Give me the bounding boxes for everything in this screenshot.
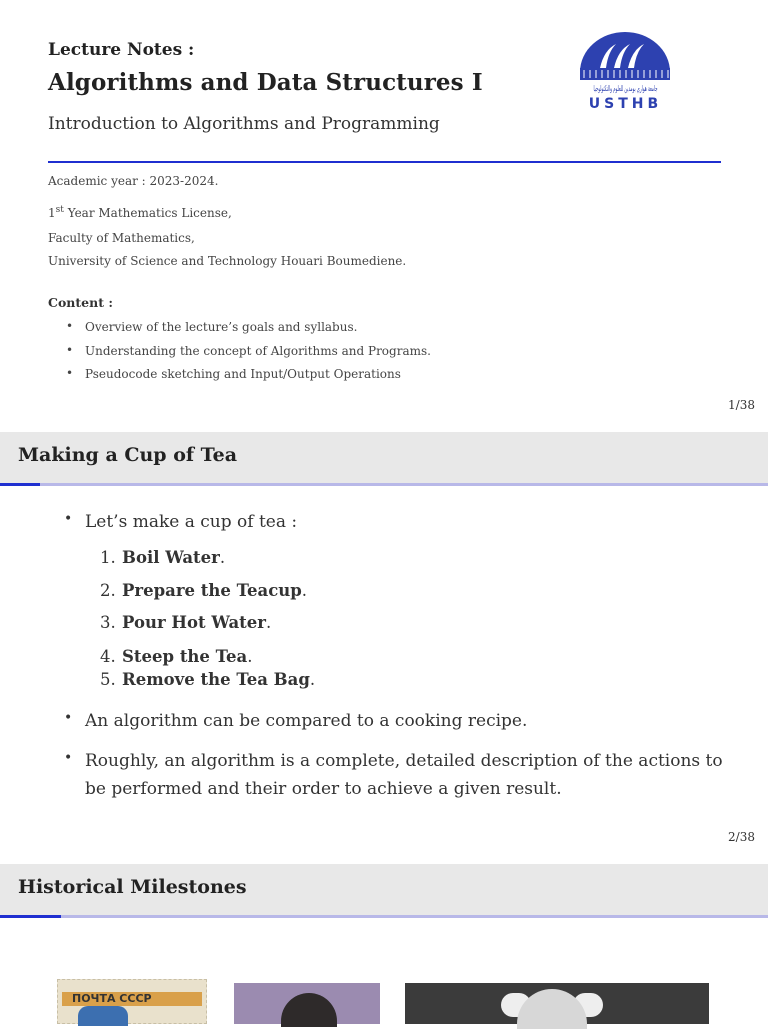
portrait-photo	[234, 983, 380, 1024]
header-underline	[0, 483, 768, 486]
slide-title: Historical Milestones	[18, 876, 247, 898]
bullet-icon: •	[66, 343, 74, 357]
bullet-icon: •	[66, 366, 74, 380]
bullet-icon: •	[64, 750, 73, 766]
slide-header	[0, 432, 768, 483]
bullet-icon: •	[64, 511, 73, 527]
black-white-portrait-photo	[405, 983, 709, 1024]
affiliation-line-1: 1st Year Mathematics License,	[48, 205, 232, 220]
page-number: 2/38	[728, 830, 755, 844]
title-divider	[48, 161, 721, 163]
content-heading: Content :	[48, 295, 113, 310]
header-underline	[0, 915, 768, 918]
lecture-notes-label: Lecture Notes :	[48, 40, 195, 60]
postage-stamp-image: ПОЧТА СССР	[57, 979, 207, 1024]
academic-year: Academic year : 2023-2024.	[48, 174, 219, 188]
course-title: Algorithms and Data Structures I	[48, 69, 483, 96]
affiliation-line-3: University of Science and Technology Houari Boumediene.	[48, 254, 407, 268]
bullet-icon: •	[64, 710, 73, 726]
logo-text: USTHB	[588, 96, 663, 112]
affiliation-line-2: Faculty of Mathematics,	[48, 231, 195, 245]
logo-arabic-text: جامعة هواري بومدين للعلوم والتكنولوجيا	[593, 84, 658, 93]
usthb-logo-icon	[578, 28, 673, 112]
course-subtitle: Introduction to Algorithms and Programming	[48, 114, 440, 134]
slide-title: Making a Cup of Tea	[18, 444, 238, 466]
page-number: 1/38	[728, 398, 755, 412]
bullet-icon: •	[66, 319, 74, 333]
slide-header	[0, 864, 768, 915]
